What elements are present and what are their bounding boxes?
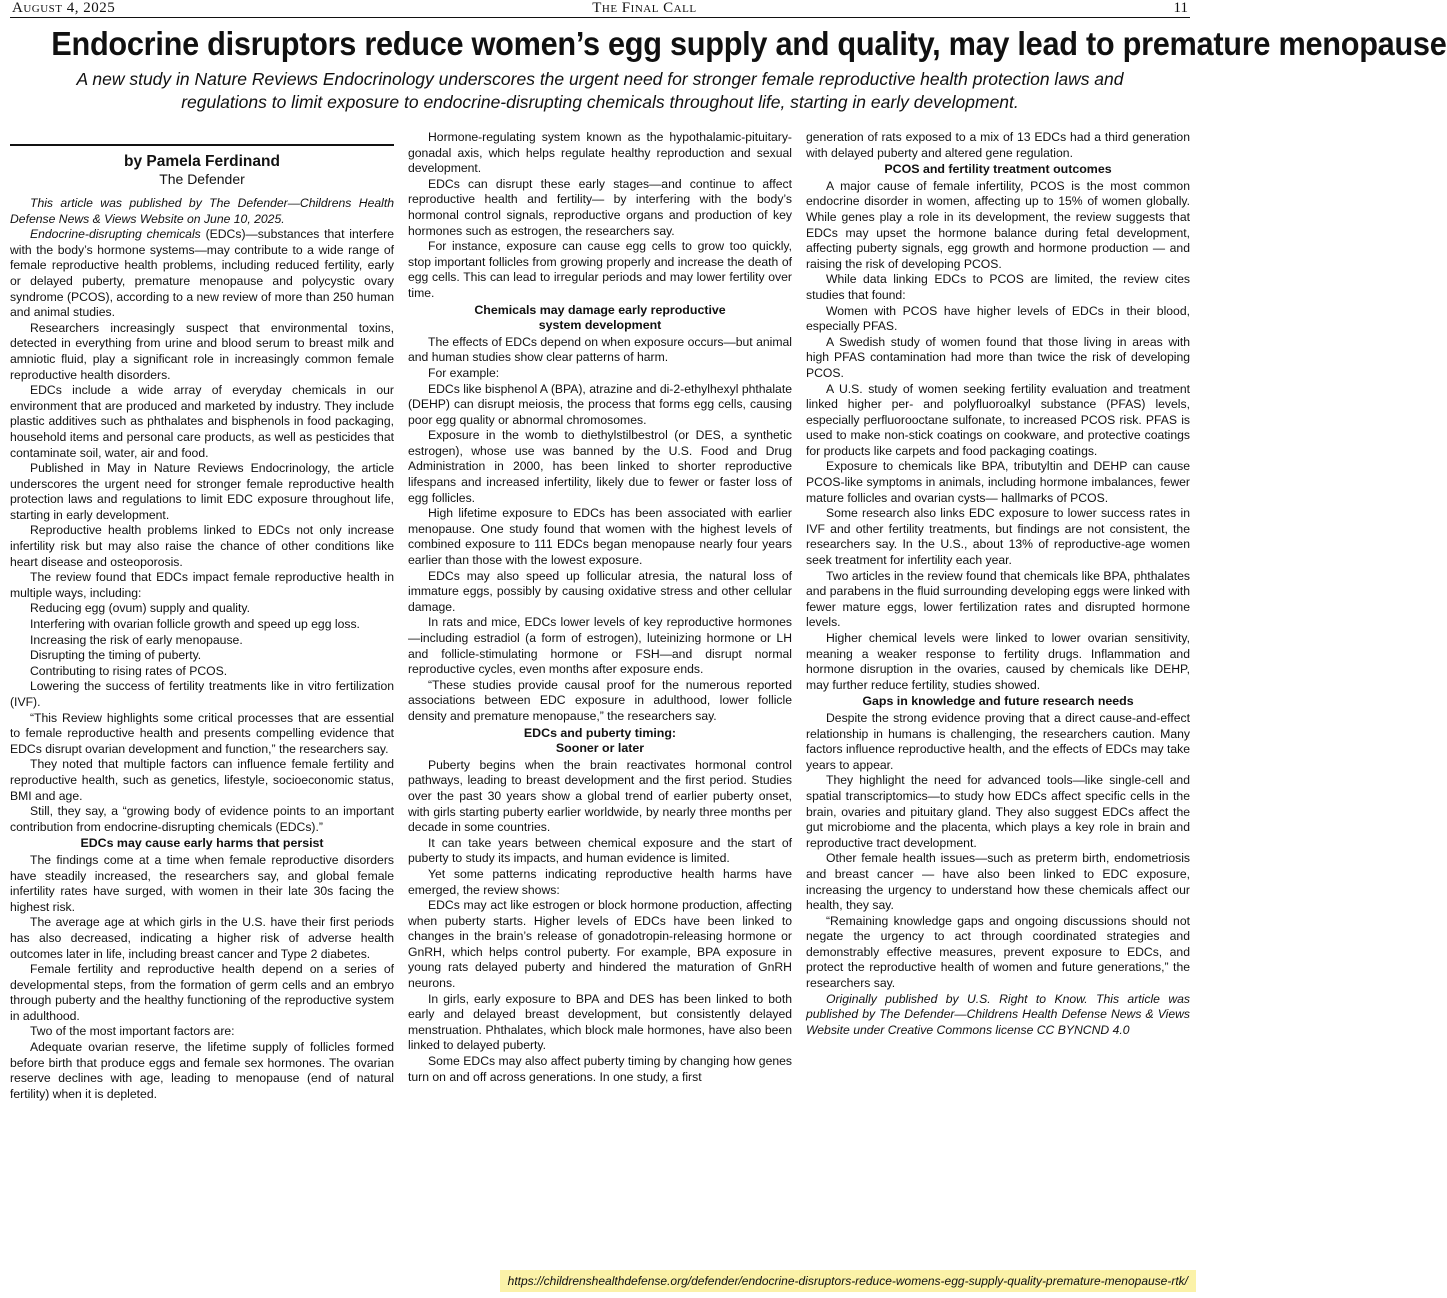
paragraph: For instance, exposure can cause egg cells to grow too quickly, stop important follicles from growing properly and increase the death of egg cells. This can lead to irregular periods and may lower fertility over time. <box>408 239 792 300</box>
headline: Endocrine disruptors reduce women’s egg supply and quality, may lead to premature menopause <box>51 25 1447 62</box>
paragraph: The review found that EDCs impact female reproductive health in multiple ways, including: <box>10 570 394 600</box>
list-item: Contributing to rising rates of PCOS. <box>30 663 228 678</box>
list-item: Increasing the risk of early menopause. <box>30 632 243 647</box>
column-2 <box>408 130 792 1262</box>
paragraph: EDCs like bisphenol A (BPA), atrazine and di-2-ethylhexyl phthalate (DEHP) can disrupt meiosis, the process that forms egg cells, causing poor egg quality or abnormal chromosomes. <box>408 381 792 427</box>
publication-name: The Final Call <box>592 0 697 16</box>
paragraph: EDCs may also speed up follicular atresia, the natural loss of immature eggs, possibly by causing oxidative stress and other cellular damage. <box>408 568 792 614</box>
paragraph: EDCs include a wide array of everyday chemicals in our environment that are produced and marketed by industry. They include plastic additives such as phthalates and bisphenols in food packaging, household items and personal care products, as well as pesticides that contaminate soil, water, air and food. <box>10 383 394 460</box>
paragraph: Other female health issues—such as preterm birth, endometriosis and breast cancer — have also been linked to EDC exposure, increasing the urgency to understand how these chemicals affect our health, they say. <box>806 851 1190 913</box>
paragraph: A U.S. study of women seeking fertility evaluation and treatment linked higher per- and polyfluoroalkyl substance (PFAS) levels, especially perfluorooctane sulfonate, to increased PCOS risk. PFAS is used to make non-stick coatings on cookware, and protective coatings for products like carpets and food packaging coatings. <box>806 381 1190 458</box>
paragraph: For example: <box>428 365 500 380</box>
paragraph: Reproductive health problems linked to EDCs not only increase infertility risk but may also raise the chance of other conditions like heart disease and osteoporosis. <box>10 523 394 569</box>
paragraph: Exposure to chemicals like BPA, tributyltin and DEHP can cause PCOS-like symptoms in animals, including hormone imbalances, fewer mature follicles and ovarian cysts— hallmarks of PCOS. <box>806 459 1190 505</box>
paragraph: The findings come at a time when female reproductive disorders have steadily increased, the researchers say, and global female infertility rates have surged, with women in their late 30s facing the highest risk. <box>10 852 394 914</box>
list-item: Reducing egg (ovum) supply and quality. <box>30 601 250 616</box>
paragraph: “This Review highlights some critical processes that are essential to female reproductive health and presents compelling evidence that EDCs disrupt ovarian development and function,” the researchers say. <box>10 710 394 756</box>
paragraph: In girls, early exposure to BPA and DES has been linked to both early and delayed breast development, but consistently delayed menstruation. Phthalates, which block male hormones, have also been linked to delayed puberty. <box>408 991 792 1053</box>
column-1 <box>10 130 394 1262</box>
paragraph: Hormone-regulating system known as the hypothalamic-pituitary-gonadal axis, which helps regulate healthy reproduction and sexual development. <box>408 130 792 176</box>
paragraph: The effects of EDCs depend on when exposure occurs—but animal and human studies show clear patterns of harm. <box>408 334 792 365</box>
paragraph: Still, they say, a “growing body of evidence points to an important contribution from endocrine-disrupting chemicals (EDCs).” <box>10 804 394 834</box>
intro-note: This article was published by The Defender—Childrens Health Defense News & Views Website on June 10, 2025. <box>10 196 394 226</box>
author-organization: The Defender <box>159 171 245 187</box>
column-3 <box>806 130 1190 1262</box>
paragraph: generation of rats exposed to a mix of 13 EDCs had a third generation with delayed puberty and altered gene regulation. <box>806 130 1190 160</box>
paragraph: Despite the strong evidence proving that a direct cause-and-effect relationship in humans is challenging, the researchers caution. Many factors influence reproductive health, and the effects of EDCs may take years to appear. <box>806 710 1190 772</box>
paragraph: Exposure in the womb to diethylstilbestrol (or DES, a synthetic estrogen), whose use was banned by the U.S. Food and Drug Administration in 2000, has been linked to shorter reproductive lifespans and increased infertility, likely due to fewer or faster loss of egg follicles. <box>408 428 792 505</box>
paragraph: Some EDCs may also affect puberty timing by changing how genes turn on and off across generations. In one study, a first <box>408 1054 792 1084</box>
paragraph-text: (EDCs)—substances that interfere with the body’s hormone systems—may contribute to a wide range of female reproductive health problems, including reduced fertility, early or delayed puberty, premature menopause and polycystic ovary syndrome (PCOS), according to a new review of more than 250 human and animal studies. <box>10 227 394 320</box>
paragraph: Higher chemical levels were linked to lower ovarian sensitivity, meaning a weaker response to fertility drugs. Inflammation and hormone disruption in the ovaries, caused by chemicals like DEHP, may further reduce fertility, studies showed. <box>806 631 1190 692</box>
paragraph: Adequate ovarian reserve, the lifetime supply of follicles formed before birth that produce eggs and female sex hormones. The ovarian reserve declines with age, leading to menopause (end of natural fertility) when it is depleted. <box>10 1040 394 1101</box>
paragraph: High lifetime exposure to EDCs has been associated with earlier menopause. One study found that women with the highest levels of combined exposure to 111 EDCs began menopause nearly four years earlier than those with the lowest exposure. <box>408 506 792 568</box>
section-heading: EDCs may cause early harms that persist <box>80 836 324 851</box>
paragraph: Researchers increasingly suspect that environmental toxins, detected in everything from urine and blood serum to breast milk and amniotic fluid, play a significant role in increasingly common female reproductive health disorders. <box>10 320 394 382</box>
section-heading-line: Sooner or later <box>555 741 645 756</box>
paragraph: While data linking EDCs to PCOS are limited, the review cites studies that found: <box>806 272 1190 302</box>
section-heading-line: Chemicals may damage early reproductive <box>474 302 726 317</box>
deck-subheadline: A new study in Nature Reviews Endocrinology underscores the urgent need for stronger female reproductive health protection laws and regulations to limit exposure to endocrine-disrupting chemicals throughout life, starting in early development. <box>76 69 1124 112</box>
lead-phrase: Endocrine-disrupting chemicals <box>30 227 201 242</box>
paragraph: Published in May in Nature Reviews Endocrinology, the article underscores the urgent need for stronger female reproductive health protection laws and regulations to limit EDC exposure throughout life, starting in early development. <box>10 461 394 522</box>
list-item: Interfering with ovarian follicle growth and speed up egg loss. <box>30 617 360 632</box>
paragraph: Two articles in the review found that chemicals like BPA, phthalates and parabens in the fluid surrounding developing eggs were linked with fewer mature eggs, lower fertilization rates and disrupted hormone levels. <box>806 568 1190 630</box>
paragraph: A major cause of female infertility, PCOS is the most common endocrine disorder in women, affecting up to 15% of women globally. While genes play a role in its development, the review suggests that EDCs may upset the hormone balance during fetal development, affecting puberty signals, egg growth and hormone production — and raising the risk of developing PCOS. <box>806 178 1190 271</box>
paragraph: Female fertility and reproductive health depend on a series of developmental steps, from the formation of germ cells and an embryo through puberty and the healthy functioning of the reproductive system in adulthood. <box>10 962 394 1023</box>
page-number: 11 <box>1173 0 1188 16</box>
paragraph: “These studies provide causal proof for the numerous reported associations between EDC exposure in adulthood, lower follicle density and premature menopause,” the researchers say. <box>408 677 792 723</box>
section-heading-line: EDCs and puberty timing: <box>523 725 677 740</box>
paragraph: EDCs can disrupt these early stages—and continue to affect reproductive health and fertility— by interfering with the body’s hormonal control signals, reproductive organs and production of key hormones such as estrogen, the researchers say. <box>408 176 792 238</box>
source-url[interactable]: https://childrenshealthdefense.org/defender/endocrine-disruptors-reduce-womens-egg-supply-quality-premature-menopause-rtk/ <box>500 1270 1196 1292</box>
issue-date: August 4, 2025 <box>12 0 116 16</box>
paragraph: A Swedish study of women found that those living in areas with high PFAS contamination had more than twice the risk of developing PCOS. <box>806 334 1190 380</box>
section-heading-line: system development <box>538 318 662 333</box>
paragraph: They highlight the need for advanced tools—like single-cell and spatial transcriptomics—to study how EDCs affect specific cells in the brain, ovaries and pituitary gland. They also suggest EDCs affect the gut microbiome and the placenta, which plays a key role in brain and reproductive tract development. <box>806 773 1190 850</box>
paragraph: Yet some patterns indicating reproductive health harms have emerged, the review shows: <box>408 866 792 897</box>
paragraph: In rats and mice, EDCs lower levels of key reproductive hormones—including estradiol (a form of estrogen), luteinizing hormone or LH and follicle-stimulating hormone or FSH—and disrupt normal reproductive cycles, even months after exposure ends. <box>408 615 792 677</box>
section-heading <box>408 303 792 334</box>
paragraph: It can take years between chemical exposure and the start of puberty to study its impacts, and human evidence is limited. <box>408 835 792 866</box>
author-name: by Pamela Ferdinand <box>124 153 280 170</box>
folio-bar <box>10 0 1190 18</box>
paragraph: They noted that multiple factors can influence female fertility and reproductive health, such as genetics, lifestyle, socioeconomic status, BMI and age. <box>10 757 394 803</box>
paragraph: Two of the most important factors are: <box>30 1024 235 1039</box>
paragraph: The average age at which girls in the U.S. have their first periods has also decreased, indicating a higher risk of adverse health outcomes later in life, including breast cancer and Type 2 diabetes. <box>10 915 394 961</box>
section-heading: PCOS and fertility treatment outcomes <box>884 162 1112 177</box>
article-columns <box>10 130 1190 1262</box>
paragraph: Some research also links EDC exposure to lower success rates in IVF and other fertility treatments, but findings are not consistent, the researchers say. In the U.S., about 13% of reproductive-age women seek treatment for infertility each year. <box>806 506 1190 568</box>
paragraph <box>10 227 394 321</box>
section-heading: Gaps in knowledge and future research needs <box>862 694 1134 709</box>
section-heading <box>408 726 792 757</box>
list-item: Disrupting the timing of puberty. <box>30 648 202 663</box>
byline <box>10 144 394 188</box>
paragraph: “Remaining knowledge gaps and ongoing discussions should not negate the urgency to act through coordinated strategies and demonstrably effective measures, prevent exposure to EDCs, and protect the reproductive health of women and future generations,” the researchers say. <box>806 913 1190 991</box>
closing-note: Originally published by U.S. Right to Know. This article was published by The Defender—Childrens Health Defense News & Views Website under Creative Commons license CC BYNCND 4.0 <box>806 991 1190 1037</box>
list-item: Lowering the success of fertility treatments like in vitro fertilization (IVF). <box>10 679 394 709</box>
paragraph: Women with PCOS have higher levels of EDCs in their blood, especially PFAS. <box>806 303 1190 334</box>
paragraph: Puberty begins when the brain reactivates hormonal control pathways, leading to breast development and the first period. Studies over the past 30 years show a global trend of earlier puberty onset, with girls starting puberty earlier worldwide, by nearly three months per decade in some countries. <box>408 757 792 835</box>
paragraph: EDCs may act like estrogen or block hormone production, affecting when puberty starts. Higher levels of EDCs have been linked to changes in the brain’s release of gonadotropin-releasing hormone or GnRH, which helps control puberty. For example, BPA exposure in young rats delayed puberty and hindered the maturation of GnRH neurons. <box>408 898 792 991</box>
